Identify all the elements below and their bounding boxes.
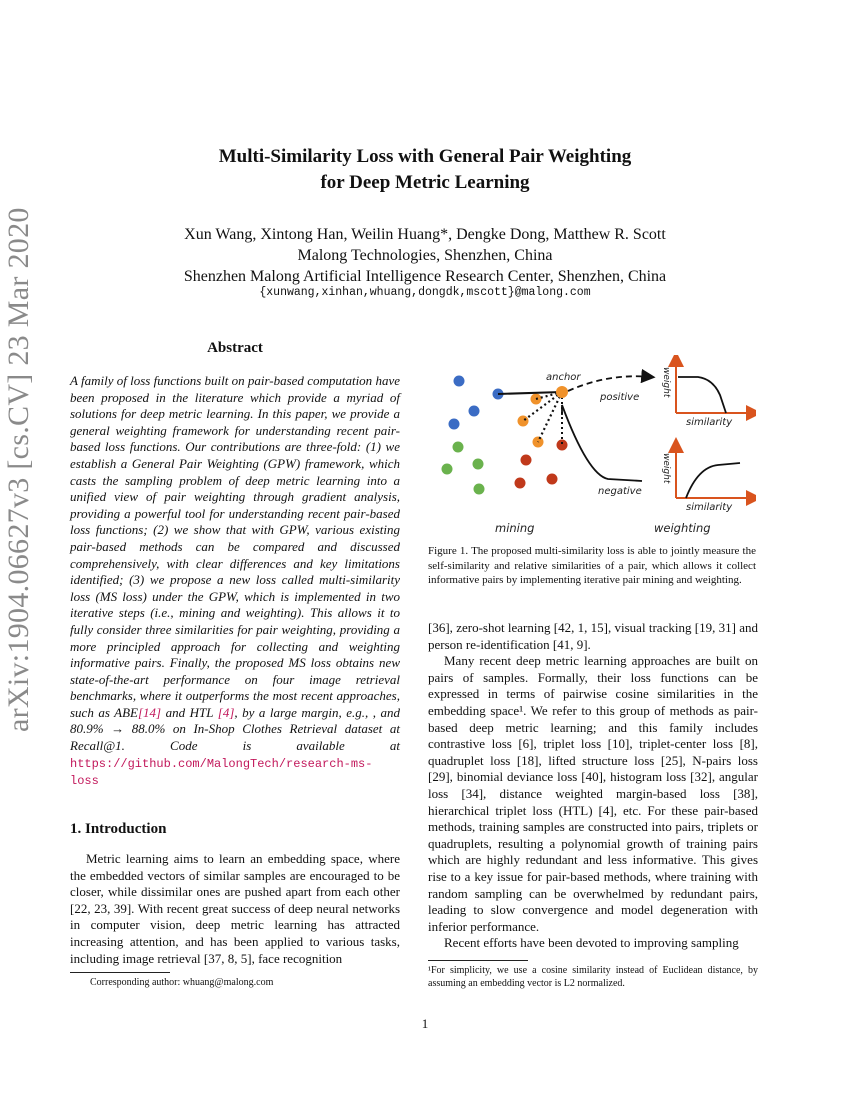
mining-label: mining [495, 521, 535, 535]
abstract-text-3: , by a large margin, e.g., , and 80.9% → 88.0% on In-Shop Clothes Retrieval dataset at Recall@1. Code is available at [70, 704, 401, 754]
affiliation-1: Malong Technologies, Shenzhen, China [297, 247, 553, 264]
similarity-axis-label: similarity [686, 502, 733, 513]
figure-1-diagram [428, 355, 756, 540]
weight-axis-label: weight [661, 453, 671, 484]
right-column-body [428, 620, 758, 952]
embedding-point [453, 442, 464, 453]
embedding-point [474, 484, 485, 495]
paragraph: [36], zero-shot learning [42, 1, 15], visual tracking [19, 31] and person re-identification [41, 9]. [428, 620, 758, 652]
embedding-point [469, 406, 480, 417]
footnote-divider [428, 960, 528, 961]
abstract-heading: Abstract [207, 340, 263, 356]
similarity-axis-label: similarity [686, 417, 733, 428]
title-line-1: Multi-Similarity Loss with General Pair Weighting [218, 146, 632, 167]
citation-link[interactable]: [14] [138, 704, 162, 720]
footnote-1: ¹For simplicity, we use a cosine similarity instead of Euclidean distance, by assuming an embedding vector is L2 normalized. [428, 965, 758, 989]
intro-heading: 1. Introduction [70, 821, 167, 837]
citation-link[interactable]: [4] [217, 704, 235, 720]
anchor-label: anchor [546, 372, 581, 383]
abstract-text-1: A family of loss functions built on pair-based computation have been proposed in the literature which provide a myriad of solutions for deep metric learning. In this paper, we provide a general weighting framework for understanding recent pair-based loss functions. Our contributions are three-fold: (1) we establish a General Pair Weighting (GPW) framework, which casts the sampling problem of deep metric learning into a unified view of pair weighting through gradient analysis, providing a powerful tool for understanding recent pair-based loss functions; (2) we show that with GPW, various existing pair-based methods can be compared and discussed comprehensively, with clear differences and key limitations identified; (3) we propose a new loss called multi-similarity loss (MS loss) under the GPW, which is implemented in two iterative steps (i.e., mining and weighting). This allows it to fully consider three similarities for pair weighting, providing a more principled approach for collecting and weighting informative pairs. Finally, the proposed MS loss obtains new state-of-the-art performance on four image retrieval benchmarks, where it outperforms the most recent approaches, such as ABE [70, 373, 400, 720]
arxiv-identifier: arXiv:1904.06627v3 [cs.CV] 23 Mar 2020 [2, 207, 35, 732]
footnote-divider [70, 972, 170, 973]
author-list: Xun Wang, Xintong Han, Weilin Huang*, Dengke Dong, Matthew R. Scott [184, 226, 666, 243]
weight-axis-label: weight [661, 367, 671, 398]
embedding-point [454, 376, 465, 387]
abstract-text-2: and HTL [161, 704, 218, 720]
embedding-point [515, 478, 526, 489]
affiliation-2: Shenzhen Malong Artificial Intelligence Research Center, Shenzhen, China [183, 268, 667, 285]
positive-label: positive [600, 392, 640, 403]
embedding-point [442, 464, 453, 475]
embedding-point [449, 419, 460, 430]
intro-body: Metric learning aims to learn an embedding space, where the embedded vectors of similar samples are encouraged to be closer, while dissimilar ones are pushed apart from each other [22, 23, 39]. With recent great success of deep neural networks in computer vision, deep metric learning has attracted increasing attention, and has been applied to various tasks, including image retrieval [37, 8, 5], face recognition [70, 851, 400, 966]
embedding-point [473, 459, 484, 470]
embedding-point [547, 474, 558, 485]
anchor-point [556, 386, 568, 398]
abstract-body [70, 373, 400, 790]
paragraph: Many recent deep metric learning approaches are built on pairs of samples. Formally, their loss functions can be expressed in terms of pairwise cosine similarities in the embedding space¹. We refer to this group of methods as pair-based deep metric learning; and this family includes contrastive loss [6], triplet loss [10], triplet-center loss [8], quadruplet loss [18], lifted structure loss [25], N-pairs loss [29], binomial deviance loss [40], histogram loss [32], angular loss [34], distance weighted margin-based loss [38], hierarchical triplet loss (HTL) [4], etc. For these pair-based methods, training samples are constructed into pairs, triplets or quadruplets, resulting a polynomial growth of training pairs which are highly redundant and less informative. This gives rise to a key issue for pair-based methods, where training with random sampling can be overwhelmed by redundant pairs, leading to slow convergence and model degeneration with inferior performance. [428, 653, 758, 934]
title-line-2: for Deep Metric Learning [320, 172, 530, 193]
code-link[interactable]: https://github.com/MalongTech/research-ms-loss [70, 756, 373, 789]
author-block [0, 224, 850, 287]
paragraph: Recent efforts have been devoted to improving sampling [444, 935, 739, 951]
embedding-point [521, 455, 532, 466]
weighting-label: weighting [654, 521, 711, 535]
page-number: 1 [421, 1016, 429, 1031]
negative-label: negative [598, 486, 642, 497]
corresponding-author-note: Corresponding author: whuang@malong.com [90, 977, 274, 988]
paper-title [0, 144, 850, 196]
figure-caption: Figure 1. The proposed multi-similarity loss is able to jointly measure the self-similarity and relative similarities of a pair, which allows it collect informative pairs by implementing iterative pair mining and weighting. [428, 545, 756, 587]
author-emails: {xunwang,xinhan,whuang,dongdk,mscott}@malong.com [259, 286, 591, 299]
